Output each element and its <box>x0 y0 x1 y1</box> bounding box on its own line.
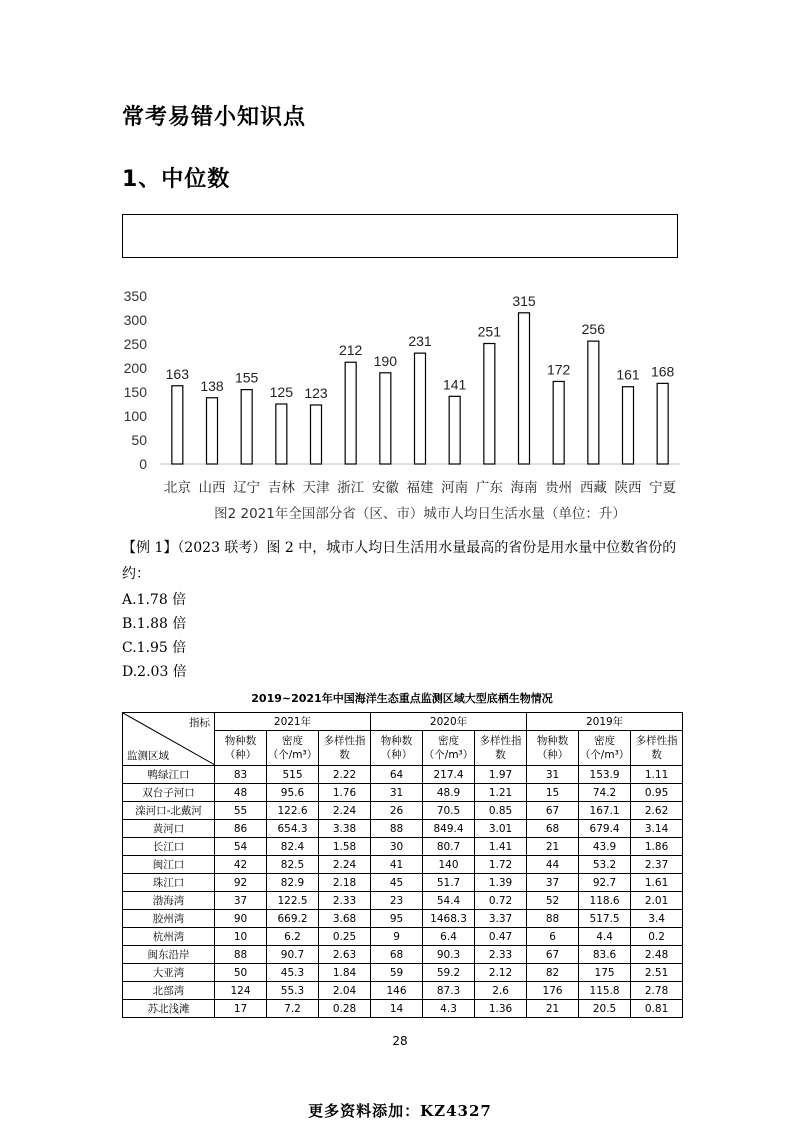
value-cell: 2.33 <box>475 946 527 964</box>
value-cell: 64 <box>371 766 423 784</box>
corner-bottom-label: 监测区域 <box>127 750 169 762</box>
x-tick-label: 海南 <box>510 480 538 496</box>
value-cell: 4.3 <box>423 1000 475 1018</box>
value-cell: 80.7 <box>423 838 475 856</box>
value-cell: 59.2 <box>423 964 475 982</box>
bar <box>484 344 495 464</box>
value-cell: 26 <box>371 802 423 820</box>
value-cell: 122.6 <box>267 802 319 820</box>
bar <box>345 362 356 464</box>
value-cell: 67 <box>527 946 579 964</box>
value-cell: 2.63 <box>319 946 371 964</box>
value-cell: 10 <box>215 928 267 946</box>
column-header: 密度（个/m³） <box>267 731 319 766</box>
region-cell: 长江口 <box>123 838 215 856</box>
value-cell: 3.37 <box>475 910 527 928</box>
column-header: 多样性指数 <box>631 731 683 766</box>
x-tick-label: 山西 <box>198 480 226 496</box>
value-cell: 2.78 <box>631 982 683 1000</box>
value-cell: 44 <box>527 856 579 874</box>
x-tick-label: 浙江 <box>337 480 365 496</box>
y-tick-label: 250 <box>123 336 147 352</box>
value-cell: 4.4 <box>579 928 631 946</box>
value-cell: 0.95 <box>631 784 683 802</box>
value-cell: 55 <box>215 802 267 820</box>
value-cell: 1.86 <box>631 838 683 856</box>
value-cell: 30 <box>371 838 423 856</box>
data-label: 256 <box>581 321 606 338</box>
value-cell: 82.5 <box>267 856 319 874</box>
value-cell: 21 <box>527 1000 579 1018</box>
option-b: B.1.88 倍 <box>122 616 187 632</box>
region-cell: 渤海湾 <box>123 892 215 910</box>
value-cell: 6.2 <box>267 928 319 946</box>
column-header: 密度（个/m³） <box>423 731 475 766</box>
data-table <box>122 712 683 1018</box>
x-tick-label: 辽宁 <box>233 480 261 496</box>
bar <box>276 404 287 464</box>
table-row <box>123 946 683 964</box>
year-header: 2020年 <box>371 713 527 731</box>
value-cell: 54 <box>215 838 267 856</box>
region-cell: 珠江口 <box>123 874 215 892</box>
value-cell: 217.4 <box>423 766 475 784</box>
table-row <box>123 982 683 1000</box>
value-cell: 2.24 <box>319 856 371 874</box>
value-cell: 1.61 <box>631 874 683 892</box>
column-header: 密度（个/m³） <box>579 731 631 766</box>
value-cell: 83 <box>215 766 267 784</box>
value-cell: 3.01 <box>475 820 527 838</box>
column-header: 物种数（种） <box>371 731 423 766</box>
value-cell: 67 <box>527 802 579 820</box>
value-cell: 42 <box>215 856 267 874</box>
page-number: 28 <box>392 1034 408 1048</box>
bar <box>623 387 634 464</box>
value-cell: 9 <box>371 928 423 946</box>
y-tick-label: 300 <box>123 312 147 328</box>
value-cell: 1.11 <box>631 766 683 784</box>
value-cell: 53.2 <box>579 856 631 874</box>
bar <box>207 398 218 464</box>
data-label: 315 <box>512 292 536 309</box>
value-cell: 37 <box>527 874 579 892</box>
value-cell: 48 <box>215 784 267 802</box>
x-tick-label: 贵州 <box>545 480 573 496</box>
table-row <box>123 892 683 910</box>
y-tick-label: 50 <box>131 432 147 448</box>
value-cell: 55.3 <box>267 982 319 1000</box>
column-header: 物种数（种） <box>215 731 267 766</box>
bar <box>380 373 391 464</box>
bar <box>311 405 322 464</box>
value-cell: 82.4 <box>267 838 319 856</box>
value-cell: 2.37 <box>631 856 683 874</box>
table-row <box>123 964 683 982</box>
data-label: 155 <box>234 369 259 386</box>
value-cell: 70.5 <box>423 802 475 820</box>
value-cell: 140 <box>423 856 475 874</box>
value-cell: 2.22 <box>319 766 371 784</box>
value-cell: 92.7 <box>579 874 631 892</box>
y-tick-label: 100 <box>123 408 147 424</box>
value-cell: 2.51 <box>631 964 683 982</box>
value-cell: 14 <box>371 1000 423 1018</box>
value-cell: 68 <box>527 820 579 838</box>
value-cell: 20.5 <box>579 1000 631 1018</box>
question-text: 【例 1】（2023 联考）图 2 中，城市人均日生活用水量最高的省份是用水量中位数省份的约： <box>122 540 677 582</box>
x-tick-label: 福建 <box>406 480 434 496</box>
value-cell: 95.6 <box>267 784 319 802</box>
value-cell: 3.68 <box>319 910 371 928</box>
section-heading: 1、中位数 <box>122 167 231 192</box>
x-tick-label: 安徽 <box>371 480 399 496</box>
x-tick-label: 西藏 <box>579 480 607 496</box>
x-tick-label: 北京 <box>163 480 191 496</box>
value-cell: 3.14 <box>631 820 683 838</box>
bar <box>553 381 564 464</box>
value-cell: 176 <box>527 982 579 1000</box>
data-label: 231 <box>408 333 432 350</box>
data-label: 161 <box>616 366 640 383</box>
value-cell: 679.4 <box>579 820 631 838</box>
value-cell: 2.12 <box>475 964 527 982</box>
value-cell: 517.5 <box>579 910 631 928</box>
value-cell: 31 <box>527 766 579 784</box>
table-corner-cell <box>123 713 215 766</box>
value-cell: 2.48 <box>631 946 683 964</box>
value-cell: 7.2 <box>267 1000 319 1018</box>
data-label: 125 <box>269 384 294 400</box>
value-cell: 45.3 <box>267 964 319 982</box>
column-header: 多样性指数 <box>475 731 527 766</box>
value-cell: 1.76 <box>319 784 371 802</box>
value-cell: 0.85 <box>475 802 527 820</box>
value-cell: 90.7 <box>267 946 319 964</box>
region-cell: 黄河口 <box>123 820 215 838</box>
value-cell: 0.47 <box>475 928 527 946</box>
region-cell: 闽东沿岸 <box>123 946 215 964</box>
table-row <box>123 802 683 820</box>
value-cell: 654.3 <box>267 820 319 838</box>
value-cell: 68 <box>371 946 423 964</box>
value-cell: 90.3 <box>423 946 475 964</box>
column-header: 物种数（种） <box>527 731 579 766</box>
value-cell: 2.6 <box>475 982 527 1000</box>
value-cell: 118.6 <box>579 892 631 910</box>
value-cell: 175 <box>579 964 631 982</box>
x-tick-label: 广东 <box>475 480 503 496</box>
value-cell: 86 <box>215 820 267 838</box>
value-cell: 17 <box>215 1000 267 1018</box>
region-cell: 苏北浅滩 <box>123 1000 215 1018</box>
table-row <box>123 1000 683 1018</box>
value-cell: 90 <box>215 910 267 928</box>
option-d: D.2.03 倍 <box>122 664 187 680</box>
corner-top-label: 指标 <box>189 717 210 729</box>
data-label: 163 <box>165 365 190 382</box>
table-row <box>123 874 683 892</box>
value-cell: 0.28 <box>319 1000 371 1018</box>
value-cell: 45 <box>371 874 423 892</box>
value-cell: 2.01 <box>631 892 683 910</box>
y-tick-label: 200 <box>123 360 147 376</box>
x-tick-label: 陕西 <box>614 480 642 496</box>
bar <box>519 313 530 464</box>
value-cell: 0.72 <box>475 892 527 910</box>
value-cell: 6 <box>527 928 579 946</box>
data-label: 138 <box>200 377 224 394</box>
table-row <box>123 784 683 802</box>
value-cell: 1.39 <box>475 874 527 892</box>
page-heading: 常考易错小知识点 <box>122 105 307 130</box>
x-tick-label: 宁夏 <box>649 480 677 496</box>
value-cell: 48.9 <box>423 784 475 802</box>
table-row <box>123 856 683 874</box>
value-cell: 1.84 <box>319 964 371 982</box>
data-label: 190 <box>373 352 398 369</box>
value-cell: 87.3 <box>423 982 475 1000</box>
y-tick-label: 350 <box>123 288 147 304</box>
value-cell: 2.62 <box>631 802 683 820</box>
bar <box>449 396 460 464</box>
value-cell: 74.2 <box>579 784 631 802</box>
data-label: 251 <box>477 323 502 340</box>
value-cell: 146 <box>371 982 423 1000</box>
value-cell: 82.9 <box>267 874 319 892</box>
table-row <box>123 910 683 928</box>
x-tick-label: 天津 <box>302 480 330 496</box>
value-cell: 1.58 <box>319 838 371 856</box>
value-cell: 54.4 <box>423 892 475 910</box>
value-cell: 23 <box>371 892 423 910</box>
value-cell: 31 <box>371 784 423 802</box>
value-cell: 1.72 <box>475 856 527 874</box>
value-cell: 59 <box>371 964 423 982</box>
value-cell: 2.04 <box>319 982 371 1000</box>
year-header: 2019年 <box>527 713 683 731</box>
chart-title: 图2 2021年全国部分省（区、市）城市人均日生活水量（单位：升） <box>214 506 626 522</box>
value-cell: 0.2 <box>631 928 683 946</box>
bar <box>415 353 426 464</box>
data-label: 123 <box>304 384 328 401</box>
value-cell: 21 <box>527 838 579 856</box>
value-cell: 849.4 <box>423 820 475 838</box>
column-header: 多样性指数 <box>319 731 371 766</box>
value-cell: 0.25 <box>319 928 371 946</box>
value-cell: 82 <box>527 964 579 982</box>
value-cell: 2.24 <box>319 802 371 820</box>
data-label: 212 <box>338 342 363 359</box>
region-cell: 杭州湾 <box>123 928 215 946</box>
table-row <box>123 820 683 838</box>
region-cell: 鸭绿江口 <box>123 766 215 784</box>
value-cell: 15 <box>527 784 579 802</box>
table-row <box>123 766 683 784</box>
region-cell: 双台子河口 <box>123 784 215 802</box>
value-cell: 1.21 <box>475 784 527 802</box>
region-cell: 闽江口 <box>123 856 215 874</box>
bar <box>588 341 599 464</box>
x-tick-label: 河南 <box>441 480 469 496</box>
value-cell: 1.97 <box>475 766 527 784</box>
x-tick-label: 吉林 <box>267 480 295 496</box>
value-cell: 3.38 <box>319 820 371 838</box>
value-cell: 2.33 <box>319 892 371 910</box>
bar-chart <box>0 280 800 530</box>
value-cell: 88 <box>215 946 267 964</box>
value-cell: 6.4 <box>423 928 475 946</box>
data-label: 172 <box>546 361 571 378</box>
value-cell: 92 <box>215 874 267 892</box>
value-cell: 51.7 <box>423 874 475 892</box>
value-cell: 0.81 <box>631 1000 683 1018</box>
bar <box>657 383 668 464</box>
region-cell: 北部湾 <box>123 982 215 1000</box>
table-row <box>123 838 683 856</box>
option-a: A.1.78 倍 <box>122 592 187 608</box>
region-cell: 胶州湾 <box>123 910 215 928</box>
bar <box>172 386 183 464</box>
value-cell: 167.1 <box>579 802 631 820</box>
value-cell: 1.41 <box>475 838 527 856</box>
data-label: 168 <box>650 363 675 380</box>
value-cell: 669.2 <box>267 910 319 928</box>
bar <box>241 390 252 464</box>
value-cell: 43.9 <box>579 838 631 856</box>
option-c: C.1.95 倍 <box>122 640 187 656</box>
value-cell: 88 <box>527 910 579 928</box>
value-cell: 50 <box>215 964 267 982</box>
y-tick-label: 150 <box>123 384 147 400</box>
answer-box <box>122 214 678 258</box>
value-cell: 1.36 <box>475 1000 527 1018</box>
data-label: 141 <box>442 376 467 393</box>
value-cell: 37 <box>215 892 267 910</box>
value-cell: 1468.3 <box>423 910 475 928</box>
table-row <box>123 928 683 946</box>
value-cell: 52 <box>527 892 579 910</box>
year-header: 2021年 <box>215 713 371 731</box>
value-cell: 41 <box>371 856 423 874</box>
table-title: 2019~2021年中国海洋生态重点监测区域大型底栖生物情况 <box>251 692 553 705</box>
value-cell: 122.5 <box>267 892 319 910</box>
value-cell: 124 <box>215 982 267 1000</box>
value-cell: 88 <box>371 820 423 838</box>
y-tick-label: 0 <box>139 456 147 472</box>
region-cell: 大亚湾 <box>123 964 215 982</box>
footer-text: 更多资料添加：KZ4327 <box>308 1102 492 1120</box>
value-cell: 153.9 <box>579 766 631 784</box>
value-cell: 2.18 <box>319 874 371 892</box>
region-cell: 滦河口-北戴河 <box>123 802 215 820</box>
value-cell: 83.6 <box>579 946 631 964</box>
value-cell: 3.4 <box>631 910 683 928</box>
value-cell: 115.8 <box>579 982 631 1000</box>
value-cell: 95 <box>371 910 423 928</box>
value-cell: 515 <box>267 766 319 784</box>
